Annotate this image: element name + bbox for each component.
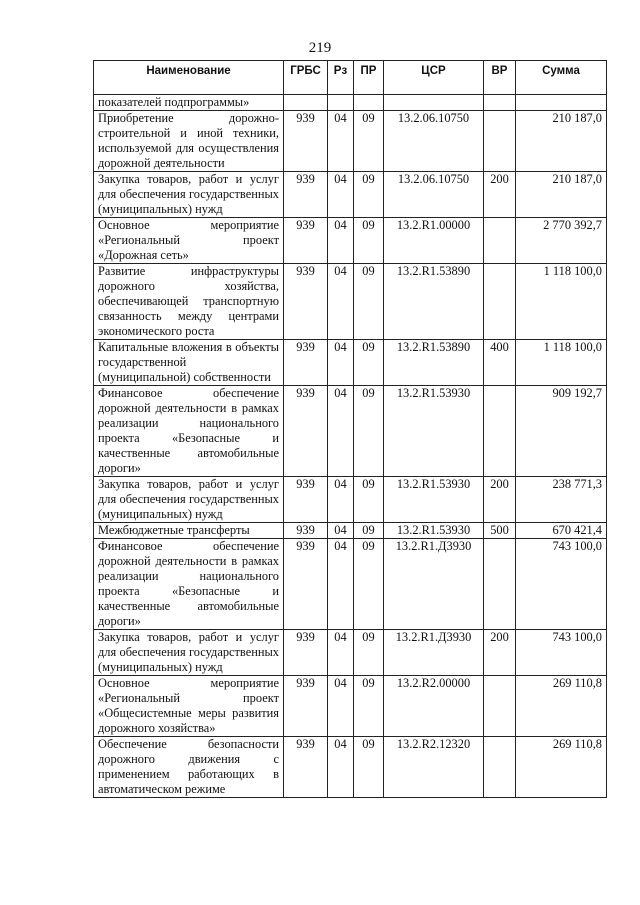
row-vr <box>484 676 516 737</box>
row-rz: 04 <box>328 737 354 798</box>
row-grbs: 939 <box>284 737 328 798</box>
row-pr: 09 <box>354 264 384 340</box>
row-name: Обеспечение безопасности дорожного движения с применением работающих в автоматическом режиме <box>94 737 284 798</box>
row-name: Основное мероприятие «Региональный проект «Дорожная сеть» <box>94 218 284 264</box>
table-row <box>94 172 607 218</box>
row-rz: 04 <box>328 630 354 676</box>
row-sum: 269 110,8 <box>516 737 607 798</box>
row-sum: 1 118 100,0 <box>516 264 607 340</box>
row-csr: 13.2.R1.Д3930 <box>384 630 484 676</box>
row-name: Закупка товаров, работ и услуг для обеспечения государственных (муниципальных) нужд <box>94 477 284 523</box>
row-pr: 09 <box>354 523 384 539</box>
header-rz: Рз <box>328 61 354 95</box>
row-grbs: 939 <box>284 218 328 264</box>
row-grbs: 939 <box>284 111 328 172</box>
row-csr: 13.2.R2.12320 <box>384 737 484 798</box>
row-rz: 04 <box>328 172 354 218</box>
row-vr <box>484 737 516 798</box>
header-name: Наименование <box>94 61 284 95</box>
row-rz: 04 <box>328 539 354 630</box>
table-row <box>94 340 607 386</box>
table-row <box>94 95 607 111</box>
row-sum: 238 771,3 <box>516 477 607 523</box>
row-vr <box>484 95 516 111</box>
row-csr: 13.2.R1.53930 <box>384 477 484 523</box>
row-vr <box>484 539 516 630</box>
row-csr: 13.2.R1.53890 <box>384 264 484 340</box>
row-rz: 04 <box>328 676 354 737</box>
row-pr: 09 <box>354 539 384 630</box>
row-csr <box>384 95 484 111</box>
row-grbs: 939 <box>284 477 328 523</box>
row-vr <box>484 386 516 477</box>
row-csr: 13.2.R1.00000 <box>384 218 484 264</box>
row-csr: 13.2.R1.Д3930 <box>384 539 484 630</box>
row-rz <box>328 95 354 111</box>
row-pr <box>354 95 384 111</box>
row-vr <box>484 218 516 264</box>
row-csr: 13.2.06.10750 <box>384 172 484 218</box>
row-grbs: 939 <box>284 386 328 477</box>
row-pr: 09 <box>354 737 384 798</box>
row-pr: 09 <box>354 218 384 264</box>
row-rz: 04 <box>328 264 354 340</box>
table-row <box>94 737 607 798</box>
budget-table <box>93 60 607 798</box>
table-row <box>94 676 607 737</box>
table-row <box>94 386 607 477</box>
header-sum: Сумма <box>516 61 607 95</box>
table-row <box>94 630 607 676</box>
row-name: Закупка товаров, работ и услуг для обеспечения государственных (муниципальных) нужд <box>94 630 284 676</box>
row-name: Финансовое обеспечение дорожной деятельности в рамках реализации национального проекта «Безопасные и качественные автомобильные дороги» <box>94 539 284 630</box>
table-row <box>94 218 607 264</box>
table-row <box>94 111 607 172</box>
row-name: Приобретение дорожно-строительной и иной техники, используемой для осуществления дорожной деятельности <box>94 111 284 172</box>
row-grbs: 939 <box>284 523 328 539</box>
row-pr: 09 <box>354 630 384 676</box>
row-grbs: 939 <box>284 172 328 218</box>
row-vr <box>484 264 516 340</box>
row-sum: 269 110,8 <box>516 676 607 737</box>
row-rz: 04 <box>328 111 354 172</box>
row-rz: 04 <box>328 386 354 477</box>
row-vr: 400 <box>484 340 516 386</box>
row-name: Межбюджетные трансферты <box>94 523 284 539</box>
row-sum <box>516 95 607 111</box>
row-pr: 09 <box>354 676 384 737</box>
row-sum: 210 187,0 <box>516 172 607 218</box>
header-csr: ЦСР <box>384 61 484 95</box>
row-name: Финансовое обеспечение дорожной деятельности в рамках реализации национального проекта «Безопасные и качественные автомобильные дороги» <box>94 386 284 477</box>
row-csr: 13.2.R1.53890 <box>384 340 484 386</box>
row-grbs: 939 <box>284 264 328 340</box>
row-vr: 200 <box>484 477 516 523</box>
row-grbs: 939 <box>284 340 328 386</box>
row-sum: 1 118 100,0 <box>516 340 607 386</box>
row-name: Капитальные вложения в объекты государственной (муниципальной) собственности <box>94 340 284 386</box>
row-rz: 04 <box>328 523 354 539</box>
row-pr: 09 <box>354 340 384 386</box>
row-rz: 04 <box>328 340 354 386</box>
row-vr: 200 <box>484 172 516 218</box>
row-csr: 13.2.R1.53930 <box>384 386 484 477</box>
row-pr: 09 <box>354 477 384 523</box>
row-vr <box>484 111 516 172</box>
row-name: Основное мероприятие «Региональный проект «Общесистемные меры развития дорожного хозяйства» <box>94 676 284 737</box>
row-csr: 13.2.06.10750 <box>384 111 484 172</box>
table-header-row <box>94 61 607 95</box>
row-name: Развитие инфраструктуры дорожного хозяйства, обеспечивающей транспортную связанность между центрами экономического роста <box>94 264 284 340</box>
row-pr: 09 <box>354 111 384 172</box>
row-vr: 500 <box>484 523 516 539</box>
table-row <box>94 523 607 539</box>
page-number: 219 <box>308 40 332 56</box>
row-name: показателей подпрограммы» <box>94 95 284 111</box>
row-grbs <box>284 95 328 111</box>
row-name: Закупка товаров, работ и услуг для обеспечения государственных (муниципальных) нужд <box>94 172 284 218</box>
row-sum: 210 187,0 <box>516 111 607 172</box>
table-row <box>94 477 607 523</box>
row-sum: 670 421,4 <box>516 523 607 539</box>
row-sum: 909 192,7 <box>516 386 607 477</box>
row-csr: 13.2.R1.53930 <box>384 523 484 539</box>
header-vr: ВР <box>484 61 516 95</box>
row-rz: 04 <box>328 477 354 523</box>
row-pr: 09 <box>354 386 384 477</box>
row-grbs: 939 <box>284 676 328 737</box>
row-grbs: 939 <box>284 539 328 630</box>
row-rz: 04 <box>328 218 354 264</box>
row-sum: 2 770 392,7 <box>516 218 607 264</box>
header-pr: ПР <box>354 61 384 95</box>
row-pr: 09 <box>354 172 384 218</box>
table-row <box>94 264 607 340</box>
row-sum: 743 100,0 <box>516 539 607 630</box>
row-csr: 13.2.R2.00000 <box>384 676 484 737</box>
row-sum: 743 100,0 <box>516 630 607 676</box>
row-grbs: 939 <box>284 630 328 676</box>
table-row <box>94 539 607 630</box>
row-vr: 200 <box>484 630 516 676</box>
header-grbs: ГРБС <box>284 61 328 95</box>
